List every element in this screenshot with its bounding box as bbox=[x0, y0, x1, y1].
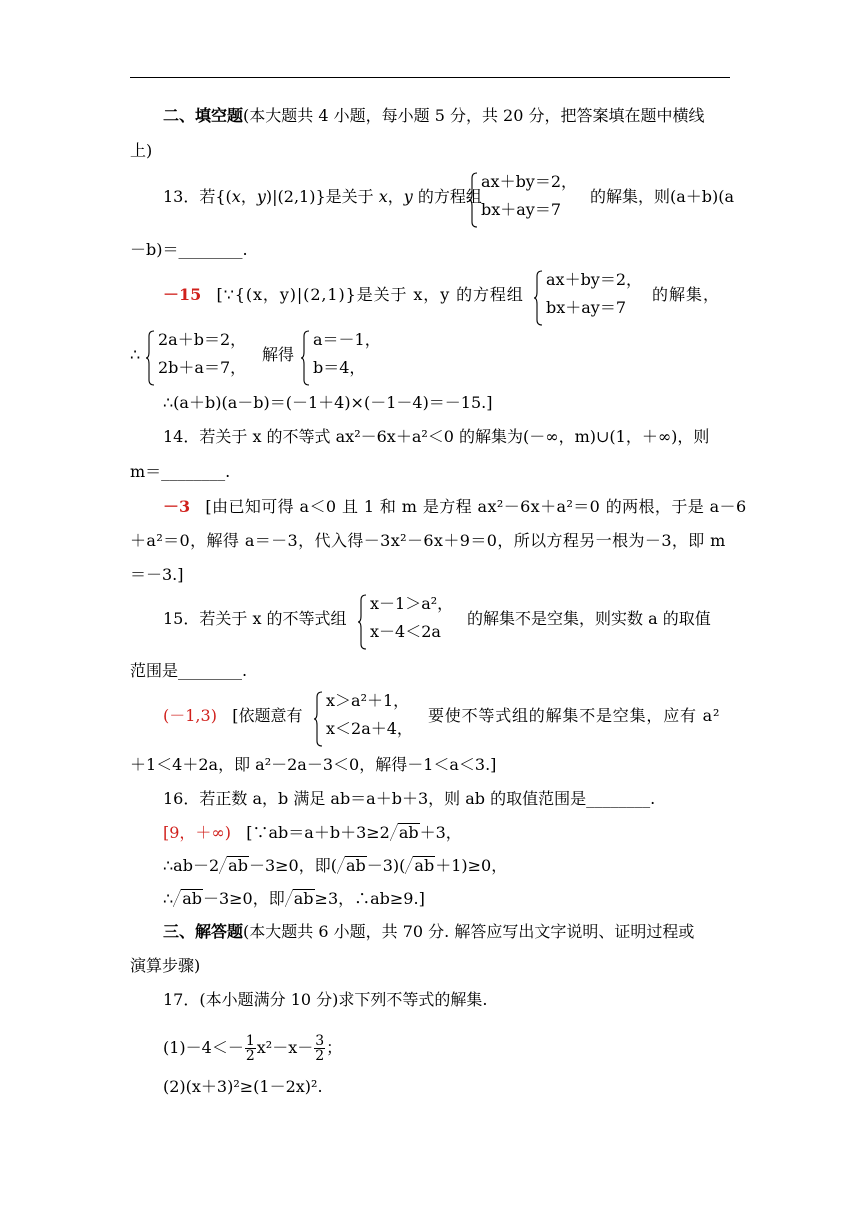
equation-row: ax＋by＝2， bbox=[481, 172, 578, 191]
equation-row: ax＋by＝2， bbox=[546, 270, 643, 289]
a15-line1: (－1,3) [依题意有 bbox=[163, 706, 303, 725]
header-rule bbox=[130, 77, 730, 78]
equation-row: bx＋ay＝7 bbox=[481, 200, 562, 219]
q14-stem: 14．若关于 x 的不等式 ax²－6x＋a²＜0 的解集为(－∞，m)∪(1，＋∞)，则 bbox=[163, 427, 710, 446]
answer-value: －3 bbox=[163, 497, 191, 516]
a15-line1-tail: 要使不等式组的解集不是空集，应有 a² bbox=[428, 706, 721, 725]
a15-line2: ＋1＜4＋2a，即 a²－2a－3＜0，解得－1＜a＜3.] bbox=[130, 755, 497, 774]
sqrt-expression: ab bbox=[182, 889, 202, 908]
sqrt-expression: ab bbox=[345, 856, 366, 875]
q13-stem-tail: 的解集，则(a＋b)(a bbox=[590, 187, 735, 206]
fraction: $\frac{1}{2}$ bbox=[245, 1033, 255, 1064]
equation-row: b＝4， bbox=[313, 358, 366, 377]
inequality-row: x＞a²＋1， bbox=[326, 691, 410, 710]
q15-stem: 15．若关于 x 的不等式组 bbox=[163, 609, 347, 628]
section-2-heading-cont: 上) bbox=[130, 141, 153, 160]
equation-row: bx＋ay＝7 bbox=[546, 298, 627, 317]
brace-icon bbox=[313, 691, 323, 747]
fraction: $\frac{3}{2}$ bbox=[315, 1033, 325, 1064]
q14-answer-blank: m＝________. bbox=[130, 462, 231, 481]
section-3-heading bbox=[163, 922, 694, 942]
equation-row: 2a＋b＝2， bbox=[158, 330, 247, 349]
sqrt-expression: ab bbox=[414, 856, 435, 875]
sqrt-expression: ab bbox=[293, 889, 314, 908]
section-3-heading-cont: 演算步骤) bbox=[130, 956, 201, 975]
q15-answer-blank: 范围是________. bbox=[130, 661, 248, 680]
inequality-row: x－4＜2a bbox=[370, 622, 441, 641]
q17-part2: (2)(x＋3)²≥(1－2x)². bbox=[163, 1077, 323, 1096]
equation-row: a＝－1， bbox=[313, 330, 381, 349]
solve-label: 解得 bbox=[262, 345, 295, 364]
q13-answer-blank: －b)＝________. bbox=[130, 240, 248, 259]
a13-line3: ∴(a＋b)(a－b)＝(－1＋4)×(－1－4)＝－15.] bbox=[163, 393, 493, 412]
therefore-symbol: ∴ bbox=[130, 345, 141, 364]
brace-icon bbox=[300, 330, 310, 386]
a16-line1: [9，＋∞) [∵ab＝a＋b＋3≥2 ab＋3， bbox=[163, 823, 462, 842]
brace-icon bbox=[533, 270, 543, 326]
brace-icon bbox=[468, 172, 478, 228]
a13-line1: －15 [∵{(x，y)|(2,1)}是关于 x，y 的方程组 bbox=[163, 285, 524, 304]
section-desc: (本大题共 4 小题，每小题 5 分，共 20 分，把答案填在题中横线 bbox=[243, 106, 705, 125]
inequality-row: x－1＞a²， bbox=[370, 594, 454, 613]
q13-stem: 13．若{(x，y)|(2,1)}是关于 x，y 的方程组 bbox=[163, 187, 482, 206]
answer-value: [9，＋∞) bbox=[163, 823, 231, 842]
q15-stem-tail: 的解集不是空集，则实数 a 的取值 bbox=[467, 609, 711, 628]
sqrt-expression: ab bbox=[398, 823, 419, 842]
inequality-row: x＜2a＋4， bbox=[326, 719, 413, 738]
section-title: 三、解答题 bbox=[163, 922, 244, 941]
answer-value: －15 bbox=[163, 285, 202, 304]
q16-stem: 16．若正数 a，b 满足 ab＝a＋b＋3，则 ab 的取值范围是________. bbox=[163, 789, 656, 808]
q17-part1: (1)－4＜－ $\frac{1}{2}$ x²－x－ $\frac{3}{2}$ ； bbox=[163, 1033, 343, 1064]
a16-line3: ∴ ab－3≥0，即 ab≥3，∴ab≥9.] bbox=[163, 889, 425, 908]
a16-line2: ∴ab－2 ab－3≥0，即( ab－3)( ab＋1)≥0， bbox=[163, 856, 508, 875]
answer-value: (－1,3) bbox=[163, 706, 217, 725]
section-desc: (本大题共 6 小题，共 70 分. 解答应写出文字说明、证明过程或 bbox=[243, 922, 695, 941]
sqrt-expression: ab bbox=[228, 856, 248, 875]
a13-line1-tail: 的解集， bbox=[652, 285, 721, 304]
a14-line3: ＝－3.] bbox=[130, 565, 184, 584]
brace-icon bbox=[357, 594, 367, 650]
section-title: 二、填空题 bbox=[163, 106, 244, 125]
section-2-heading bbox=[163, 106, 705, 126]
a14-line2: ＋a²＝0，解得 a＝－3，代入得－3x²－6x＋9＝0，所以方程另一根为－3，即 m bbox=[130, 531, 726, 550]
brace-icon bbox=[145, 330, 155, 386]
a14-line1: －3 [由已知可得 a＜0 且 1 和 m 是方程 ax²－6x＋a²＝0 的两根，于是 a－6 bbox=[163, 497, 747, 516]
q17-stem: 17．(本小题满分 10 分)求下列不等式的解集. bbox=[163, 990, 488, 1009]
equation-row: 2b＋a＝7， bbox=[158, 358, 247, 377]
